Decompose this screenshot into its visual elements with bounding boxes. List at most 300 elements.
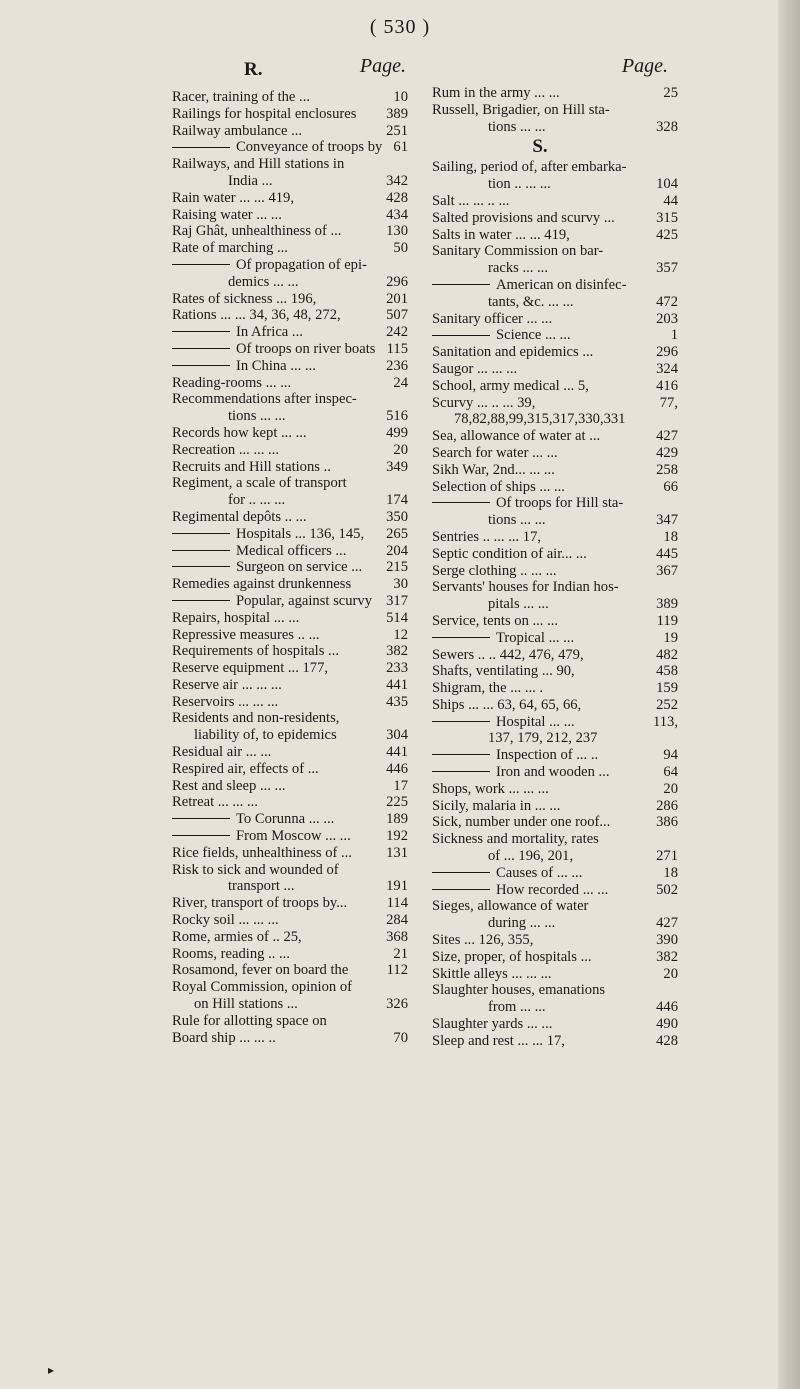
entry-page-ref: 427 xyxy=(656,915,678,932)
index-entry xyxy=(172,190,408,207)
index-subentry xyxy=(172,257,408,274)
entry-text: Railway ambulance ... xyxy=(172,122,303,139)
entry-page-ref: 434 xyxy=(386,206,408,223)
entry-text: Records how kept ... ... xyxy=(172,424,307,441)
entry-text: for .. ... ... xyxy=(228,492,286,509)
entry-text: Popular, against scurvy xyxy=(172,593,382,610)
index-entry xyxy=(172,895,408,912)
index-entry xyxy=(432,479,678,496)
entry-text: Service, tents on ... ... xyxy=(432,612,559,629)
index-subentry xyxy=(432,277,678,294)
entry-page-ref: 203 xyxy=(656,310,678,327)
entry-text: Surgeon on service ... xyxy=(172,559,382,576)
index-entry xyxy=(172,912,408,929)
index-subentry xyxy=(172,828,408,845)
entry-page-ref: 296 xyxy=(656,344,678,361)
index-subentry xyxy=(432,764,678,781)
entry-text: 78,82,88,99,315,317,330,331 xyxy=(454,411,626,428)
entry-page-ref: 350 xyxy=(386,508,408,525)
entry-text: Iron and wooden ... xyxy=(432,764,659,781)
index-entry xyxy=(172,862,408,879)
entry-text: Residual air ... ... xyxy=(172,744,272,761)
entry-page-ref: 225 xyxy=(386,794,408,811)
entry-text: Recommendations after inspec- xyxy=(172,391,357,408)
index-entry xyxy=(172,979,408,996)
entry-page-ref: 472 xyxy=(656,293,678,310)
index-entry xyxy=(172,391,408,408)
index-entry xyxy=(172,694,408,711)
entry-page-ref: 458 xyxy=(656,663,678,680)
entry-page-ref: 428 xyxy=(386,189,408,206)
entry-text: tion .. ... ... xyxy=(488,176,551,193)
entry-text: Respired air, effects of ... xyxy=(172,760,319,777)
entry-page-ref: 18 xyxy=(663,528,678,545)
entry-page-ref: 10 xyxy=(393,89,408,105)
entry-text: Sleep and rest ... ... 17, xyxy=(432,1032,565,1049)
index-entry xyxy=(172,677,408,694)
index-subentry xyxy=(432,630,678,647)
entry-page-ref: 441 xyxy=(386,676,408,693)
index-subentry xyxy=(172,139,408,156)
index-entry xyxy=(172,946,408,963)
entry-text: during ... ... xyxy=(488,915,556,932)
entry-text: Racer, training of the ... xyxy=(172,89,311,105)
entry-text: Residents and non-residents, xyxy=(172,710,340,727)
entry-page-ref: 204 xyxy=(386,542,408,559)
index-entry xyxy=(172,442,408,459)
index-entry-continuation xyxy=(432,512,678,529)
entry-page-ref: 114 xyxy=(386,895,408,912)
entry-text: Ships ... ... 63, 64, 65, 66, xyxy=(432,696,582,713)
index-entry xyxy=(172,509,408,526)
entry-text: Rations ... ... 34, 36, 48, 272, xyxy=(172,307,341,324)
entry-text: Sickness and mortality, rates xyxy=(432,831,599,848)
index-entry-continuation xyxy=(172,173,408,190)
entry-page-ref: 25 xyxy=(663,85,678,101)
index-entry xyxy=(172,794,408,811)
index-subentry xyxy=(172,526,408,543)
entry-text: Hospitals ... 136, 145, xyxy=(172,526,382,543)
index-entry xyxy=(172,929,408,946)
index-entry xyxy=(432,445,678,462)
index-entry-continuation xyxy=(432,119,678,136)
entry-text: Search for water ... ... xyxy=(432,444,558,461)
index-entries-r xyxy=(172,89,408,1046)
index-entry xyxy=(432,831,678,848)
entry-text: of ... 196, 201, xyxy=(488,848,574,865)
index-entry xyxy=(432,227,678,244)
entry-text: Risk to sick and wounded of xyxy=(172,861,339,878)
entry-text: Saugor ... ... ... xyxy=(432,360,518,377)
index-entry xyxy=(432,814,678,831)
index-entry xyxy=(432,546,678,563)
page-column-label: Page. xyxy=(621,55,668,77)
entry-page-ref: 18 xyxy=(663,864,678,881)
index-subentry xyxy=(172,593,408,610)
entry-text: tions ... ... xyxy=(488,512,546,529)
entry-text: Russell, Brigadier, on Hill sta- xyxy=(432,101,610,118)
entry-page-ref: 44 xyxy=(663,192,678,209)
entry-page-ref: 189 xyxy=(386,811,408,828)
entry-text: Tropical ... ... xyxy=(432,630,659,647)
entry-page-ref: 20 xyxy=(663,780,678,797)
entry-text: Shigram, the ... ... . xyxy=(432,680,544,697)
entry-text: Regimental depôts .. ... xyxy=(172,508,307,525)
entry-page-ref: 271 xyxy=(656,848,678,865)
entry-text: liability of, to epidemics xyxy=(194,727,337,744)
index-entry xyxy=(172,610,408,627)
index-entry xyxy=(172,475,408,492)
index-entry xyxy=(172,576,408,593)
entry-text: Retreat ... ... ... xyxy=(172,794,258,811)
entry-text: Regiment, a scale of transport xyxy=(172,475,347,492)
entry-text: School, army medical ... 5, xyxy=(432,377,589,394)
entry-text: Sanitary officer ... ... xyxy=(432,310,553,327)
entry-text: Rain water ... ... 419, xyxy=(172,189,294,206)
entry-page-ref: 429 xyxy=(656,444,678,461)
entry-text: Sikh War, 2nd... ... ... xyxy=(432,461,555,478)
entry-page-ref: 435 xyxy=(386,693,408,710)
entry-text: Science ... ... xyxy=(432,327,667,344)
index-subentry xyxy=(432,865,678,882)
entry-page-ref: 284 xyxy=(386,912,408,929)
entry-page-ref: 507 xyxy=(386,307,408,324)
entry-text: demics ... ... xyxy=(228,273,299,290)
index-entry xyxy=(432,102,678,119)
entry-text: Reservoirs ... ... ... xyxy=(172,693,279,710)
page-column-label: Page. xyxy=(359,55,406,77)
entry-text: Sewers .. .. 442, 476, 479, xyxy=(432,646,584,663)
index-entry xyxy=(432,798,678,815)
entry-text: Recreation ... ... ... xyxy=(172,441,279,458)
index-entry xyxy=(172,89,408,106)
index-entry-continuation xyxy=(432,411,678,428)
entry-page-ref: 201 xyxy=(386,290,408,307)
entry-page-ref: 502 xyxy=(656,881,678,898)
entry-page-ref: 12 xyxy=(393,626,408,643)
index-entry xyxy=(172,240,408,257)
entry-text: Rice fields, unhealthiness of ... xyxy=(172,844,352,861)
index-entry-continuation xyxy=(172,492,408,509)
entry-text: tants, &c. ... ... xyxy=(488,293,574,310)
index-entry xyxy=(432,680,678,697)
entry-text: Shafts, ventilating ... 90, xyxy=(432,663,575,680)
margin-mark: ▸ xyxy=(48,1363,55,1377)
entry-text: Repairs, hospital ... ... xyxy=(172,609,300,626)
entry-page-ref: 252 xyxy=(656,696,678,713)
index-entry xyxy=(172,643,408,660)
entry-text: Rate of marching ... xyxy=(172,240,288,257)
entry-page-ref: 236 xyxy=(386,357,408,374)
entry-text: Sea, allowance of water at ... xyxy=(432,428,601,445)
index-subentry xyxy=(172,358,408,375)
entry-text: Size, proper, of hospitals ... xyxy=(432,948,592,965)
entry-text: Railways, and Hill stations in xyxy=(172,156,345,173)
entry-page-ref: 357 xyxy=(656,260,678,277)
entry-page-ref: 416 xyxy=(656,377,678,394)
entry-page-ref: 50 xyxy=(393,240,408,257)
entry-text: Reserve equipment ... 177, xyxy=(172,660,329,677)
entry-page-ref: 215 xyxy=(386,559,408,576)
entry-page-ref: 347 xyxy=(656,512,678,529)
index-entry xyxy=(432,982,678,999)
entry-page-ref: 425 xyxy=(656,226,678,243)
index-subentry xyxy=(432,327,678,344)
entry-text: Sailing, period of, after embarka- xyxy=(432,159,627,176)
index-entry xyxy=(432,193,678,210)
entry-page-ref: 20 xyxy=(393,441,408,458)
entry-text: Sanitary Commission on bar- xyxy=(432,243,604,260)
index-entry xyxy=(432,529,678,546)
section-letter-s: S. xyxy=(532,136,548,158)
entry-page-ref: 441 xyxy=(386,744,408,761)
entry-page-ref: 21 xyxy=(393,945,408,962)
entry-text: Sicily, malaria in ... ... xyxy=(432,797,561,814)
entry-page-ref: 112 xyxy=(386,962,408,979)
entry-text: Sentries .. ... ... 17, xyxy=(432,528,542,545)
entry-page-ref: 368 xyxy=(386,928,408,945)
index-entry xyxy=(432,949,678,966)
index-subentry xyxy=(432,882,678,899)
entry-page-ref: 258 xyxy=(656,461,678,478)
index-entry xyxy=(172,660,408,677)
entry-text: River, transport of troops by... xyxy=(172,895,348,912)
entry-page-ref: 324 xyxy=(656,360,678,377)
entry-text: Hospital ... ... xyxy=(432,714,649,731)
entry-text: Sanitation and epidemics ... xyxy=(432,344,594,361)
entry-text: Repressive measures .. ... xyxy=(172,626,320,643)
entry-page-ref: 382 xyxy=(386,643,408,660)
entry-page-ref: 24 xyxy=(393,374,408,391)
index-entry xyxy=(432,85,678,102)
entry-page-ref: 104 xyxy=(656,176,678,193)
entry-page-ref: 516 xyxy=(386,408,408,425)
entry-page-ref: 130 xyxy=(386,223,408,240)
entry-text: Rest and sleep ... ... xyxy=(172,777,286,794)
index-entry xyxy=(172,291,408,308)
entry-text: Sieges, allowance of water xyxy=(432,898,589,915)
index-entry xyxy=(432,647,678,664)
entry-text: Slaughter yards ... ... xyxy=(432,1016,553,1033)
entry-text: In China ... ... xyxy=(172,358,382,375)
index-entry xyxy=(172,425,408,442)
entry-text: 137, 179, 212, 237 xyxy=(488,730,598,747)
entry-text: How recorded ... ... xyxy=(432,882,652,899)
entry-page-ref: 61 xyxy=(393,139,408,156)
entry-text: racks ... ... xyxy=(488,260,548,277)
index-entry-continuation xyxy=(432,596,678,613)
entry-page-ref: 428 xyxy=(656,1032,678,1049)
entry-text: Causes of ... ... xyxy=(432,865,659,882)
entry-text: tions ... ... xyxy=(488,118,546,135)
index-entry xyxy=(172,207,408,224)
index-entry xyxy=(172,1013,408,1030)
entry-text: Rule for allotting space on xyxy=(172,1012,327,1029)
index-entry xyxy=(172,778,408,795)
index-entry xyxy=(432,932,678,949)
index-entry xyxy=(432,781,678,798)
index-entry xyxy=(432,579,678,596)
entry-page-ref: 113, xyxy=(653,713,678,730)
index-entry-continuation xyxy=(432,848,678,865)
index-column-right xyxy=(432,55,678,1050)
entry-text: Of propagation of epi- xyxy=(172,257,404,274)
entry-text: Septic condition of air... ... xyxy=(432,545,587,562)
index-entry-continuation xyxy=(432,730,678,747)
column-header xyxy=(172,55,408,88)
index-entry xyxy=(172,627,408,644)
index-entry xyxy=(432,378,678,395)
entry-page-ref: 174 xyxy=(386,492,408,509)
index-entry xyxy=(432,462,678,479)
entry-page-ref: 349 xyxy=(386,458,408,475)
index-entry-continuation xyxy=(432,260,678,277)
entry-text: on Hill stations ... xyxy=(194,996,298,1013)
entry-page-ref: 514 xyxy=(386,609,408,626)
entry-page-ref: 64 xyxy=(663,764,678,781)
entry-text: India ... xyxy=(228,172,273,189)
entry-text: Railings for hospital enclosures xyxy=(172,105,357,122)
entry-text: Rates of sickness ... 196, xyxy=(172,290,317,307)
index-entry xyxy=(432,428,678,445)
entry-text: from ... ... xyxy=(488,999,546,1016)
entry-text: Salts in water ... ... 419, xyxy=(432,226,570,243)
index-entry xyxy=(172,307,408,324)
index-entry xyxy=(172,375,408,392)
index-entry-continuation xyxy=(172,996,408,1013)
entry-page-ref: 389 xyxy=(656,596,678,613)
index-entry xyxy=(432,395,678,412)
entry-page-ref: 192 xyxy=(386,828,408,845)
index-entry-continuation xyxy=(432,999,678,1016)
entry-text: To Corunna ... ... xyxy=(172,811,382,828)
entry-text: Of troops on river boats xyxy=(172,341,383,358)
entry-page-ref: 328 xyxy=(656,118,678,135)
entry-page-ref: 233 xyxy=(386,660,408,677)
index-entry-continuation xyxy=(172,727,408,744)
index-entry xyxy=(172,761,408,778)
entry-page-ref: 94 xyxy=(663,747,678,764)
entry-text: Rum in the army ... ... xyxy=(432,85,560,101)
index-entry xyxy=(172,1030,408,1047)
index-entry xyxy=(172,106,408,123)
entry-text: Sites ... 126, 355, xyxy=(432,932,534,949)
entry-text: Raj Ghât, unhealthiness of ... xyxy=(172,223,342,240)
index-entry xyxy=(432,243,678,260)
index-entry xyxy=(172,459,408,476)
index-entry-continuation xyxy=(432,294,678,311)
entry-page-ref: 242 xyxy=(386,324,408,341)
entry-page-ref: 191 xyxy=(386,878,408,895)
index-subentry xyxy=(432,747,678,764)
entry-text: Medical officers ... xyxy=(172,543,382,560)
entry-page-ref: 19 xyxy=(663,629,678,646)
index-entry xyxy=(172,123,408,140)
index-entry xyxy=(172,710,408,727)
entry-text: pitals ... ... xyxy=(488,596,549,613)
entry-page-ref: 386 xyxy=(656,814,678,831)
index-entry xyxy=(432,361,678,378)
entry-page-ref: 70 xyxy=(393,1029,408,1046)
entry-text: tions ... ... xyxy=(228,408,286,425)
index-entry-continuation xyxy=(432,176,678,193)
entry-page-ref: 77, xyxy=(659,394,678,411)
index-subentry xyxy=(172,543,408,560)
index-subentry xyxy=(432,714,678,731)
page-number: ( 530 ) xyxy=(369,16,431,38)
entry-page-ref: 499 xyxy=(386,424,408,441)
index-column-left xyxy=(172,55,408,1046)
entry-text: Selection of ships ... ... xyxy=(432,478,565,495)
entry-page-ref: 382 xyxy=(656,948,678,965)
index-entry xyxy=(432,613,678,630)
index-subentry xyxy=(172,811,408,828)
entry-page-ref: 286 xyxy=(656,797,678,814)
index-entry-continuation xyxy=(432,915,678,932)
entry-text: Rooms, reading .. ... xyxy=(172,945,290,962)
entry-text: From Moscow ... ... xyxy=(172,828,382,845)
entry-page-ref: 304 xyxy=(386,727,408,744)
index-entry xyxy=(432,898,678,915)
index-entry xyxy=(432,1033,678,1050)
entry-text: Shops, work ... ... ... xyxy=(432,780,549,797)
index-entry xyxy=(172,744,408,761)
entry-text: Conveyance of troops by xyxy=(172,139,389,156)
entry-text: Of troops for Hill sta- xyxy=(432,495,674,512)
entry-page-ref: 446 xyxy=(656,999,678,1016)
index-entry xyxy=(432,663,678,680)
entry-page-ref: 115 xyxy=(386,340,408,357)
index-entry-continuation xyxy=(172,408,408,425)
index-entry xyxy=(432,1016,678,1033)
entry-text: Inspection of ... .. xyxy=(432,747,659,764)
entry-text: Raising water ... ... xyxy=(172,206,282,223)
entry-page-ref: 1 xyxy=(670,327,678,344)
entry-page-ref: 390 xyxy=(656,932,678,949)
index-subentry xyxy=(172,324,408,341)
entry-page-ref: 427 xyxy=(656,428,678,445)
index-entries-s xyxy=(432,159,678,1049)
entry-text: Servants' houses for Indian hos- xyxy=(432,579,619,596)
entry-text: Serge clothing .. ... ... xyxy=(432,562,557,579)
entry-page-ref: 17 xyxy=(393,777,408,794)
index-subentry xyxy=(172,559,408,576)
entry-text: Rosamond, fever on board the xyxy=(172,962,349,979)
entry-page-ref: 251 xyxy=(386,122,408,139)
index-entry-continuation xyxy=(172,274,408,291)
index-entry xyxy=(432,697,678,714)
entry-text: Remedies against drunkenness xyxy=(172,576,352,593)
entry-page-ref: 490 xyxy=(656,1016,678,1033)
index-entry xyxy=(172,845,408,862)
column-header xyxy=(432,55,678,84)
entry-text: Requirements of hospitals ... xyxy=(172,643,339,660)
entry-page-ref: 66 xyxy=(663,478,678,495)
entry-text: Rome, armies of .. 25, xyxy=(172,928,302,945)
entry-page-ref: 159 xyxy=(656,680,678,697)
index-entry xyxy=(172,962,408,979)
entry-text: American on disinfec- xyxy=(432,277,674,294)
entry-text: Rocky soil ... ... ... xyxy=(172,912,279,929)
entry-text: In Africa ... xyxy=(172,324,382,341)
index-subentry xyxy=(432,495,678,512)
index-entry xyxy=(432,210,678,227)
section-letter-r: R. xyxy=(244,59,263,80)
entry-page-ref: 315 xyxy=(656,209,678,226)
entry-text: Reading-rooms ... ... xyxy=(172,374,292,391)
entry-text: transport ... xyxy=(228,878,295,895)
entry-page-ref: 326 xyxy=(386,996,408,1013)
